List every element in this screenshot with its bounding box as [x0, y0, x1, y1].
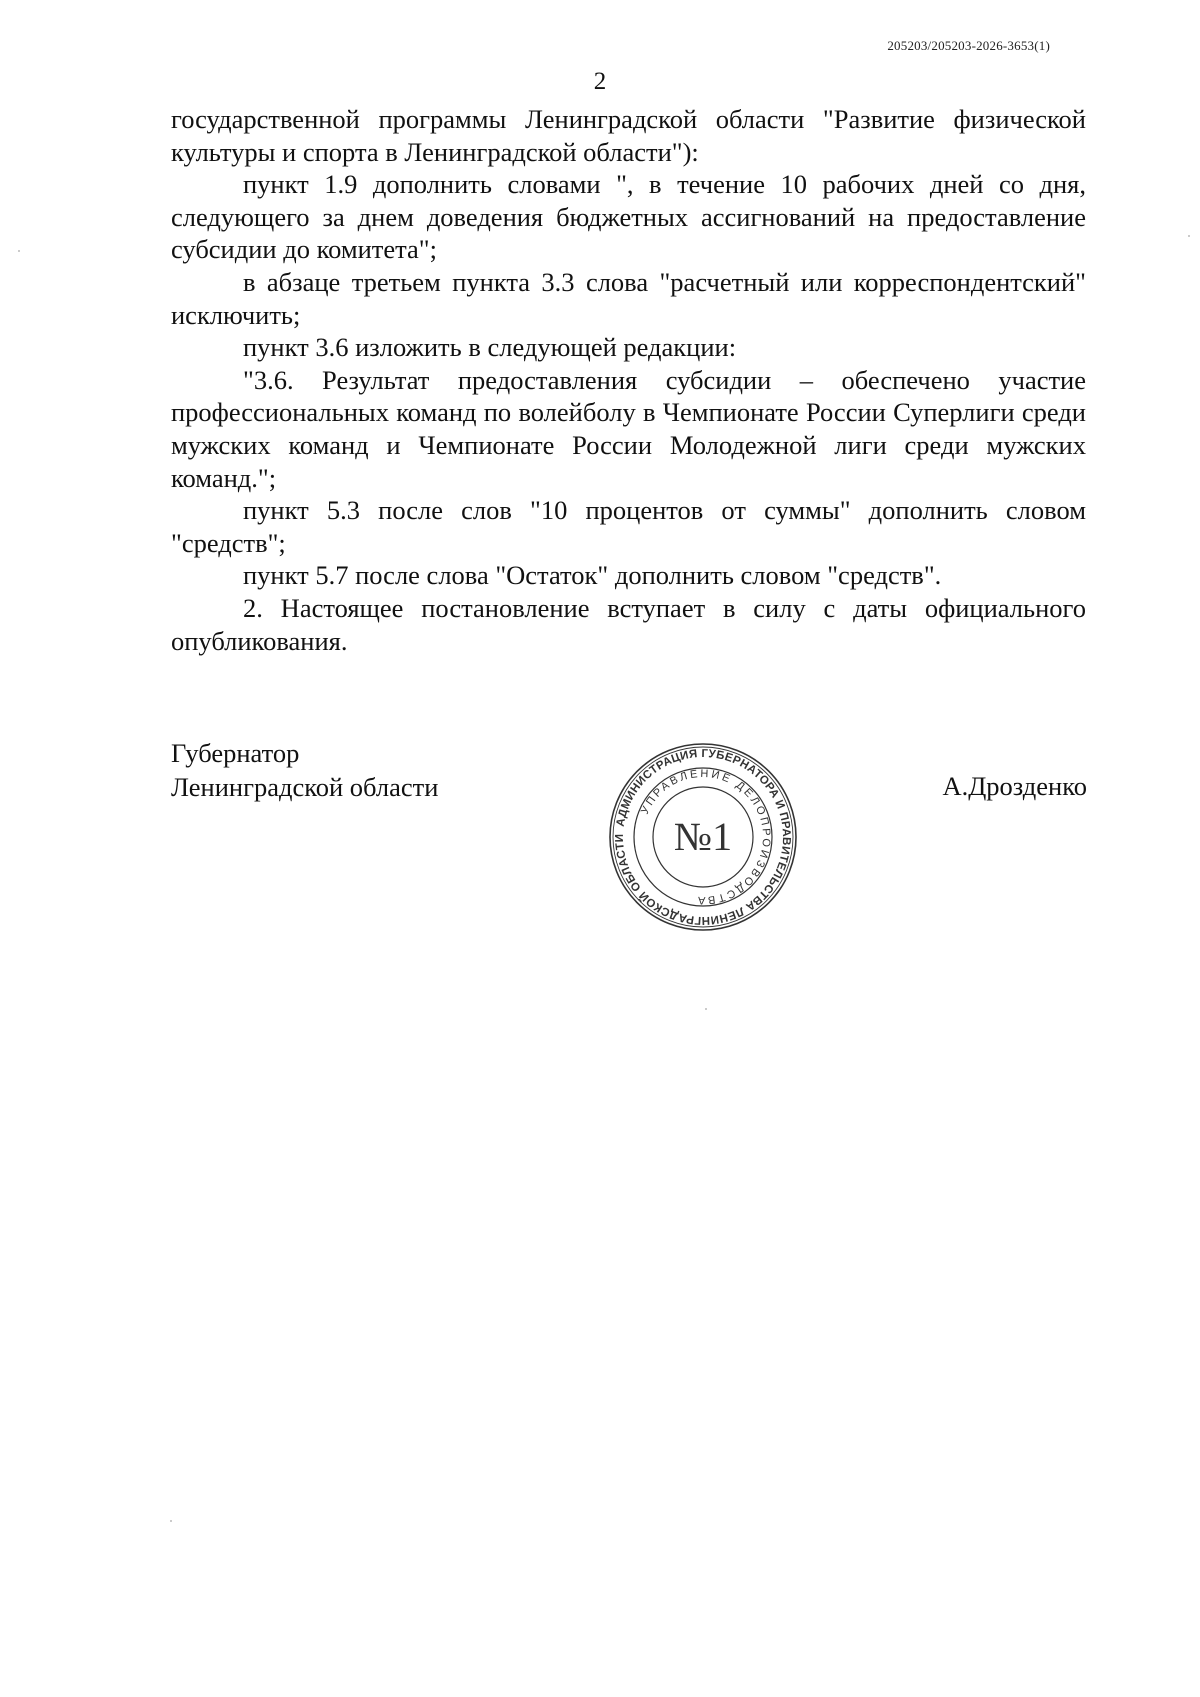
paragraph: пункт 5.7 после слова "Остаток" дополнить словом "средств".: [243, 560, 942, 591]
paragraph: пункт 5.3 после слов "10 процентов от суммы" дополнить словом "средств";: [171, 495, 1086, 558]
scan-speck: [705, 1008, 707, 1010]
official-stamp: [608, 742, 798, 932]
paragraph: государственной программы Ленинградской области "Развитие физической культуры и спорта в Ленинградской области"):: [171, 104, 1086, 167]
page-number: 2: [593, 68, 607, 95]
document-id: 205203/205203-2026-3653(1): [887, 38, 1050, 53]
stamp-seal-graphic: [608, 742, 798, 932]
stamp-center-text: №1: [673, 814, 733, 859]
signatory-title-line: Губернатор: [171, 738, 300, 768]
paragraph: пункт 1.9 дополнить словами ", в течение 10 рабочих дней со дня, следующего за днем доведения бюджетных ассигнований на предоставление субсидии до комитета";: [171, 169, 1086, 265]
scan-speck: [170, 1520, 172, 1522]
signatory-title-line: Ленинградской области: [171, 772, 439, 802]
paragraph: пункт 3.6 изложить в следующей редакции:: [243, 332, 737, 363]
signatory-name: А.Дрозденко: [942, 771, 1087, 801]
stamp-outer-text: АДМИНИСТРАЦИЯ ГУБЕРНАТОРА И ПРАВИТЕЛЬСТВА ЛЕНИНГРАДСКОЙ ОБЛАСТИ: [613, 747, 793, 927]
paragraph: 2. Настоящее постановление вступает в силу с даты официального опубликования.: [171, 592, 1086, 656]
stamp-inner-text: УПРАВЛЕНИЕ ДЕЛОПРОИЗВОДСТВА: [638, 767, 773, 907]
document-body: [171, 103, 1086, 657]
signatory-title: [171, 736, 438, 804]
scan-speck: [18, 250, 20, 252]
paragraph: "3.6. Результат предоставления субсидии – обеспечено участие профессиональных команд по волейболу в Чемпионате России Суперлиги среди мужских команд и Чемпионате России Молодежной лиги среди мужских команд.";: [171, 364, 1086, 493]
scan-speck: [1188, 235, 1190, 237]
paragraph: в абзаце третьем пункта 3.3 слова "расчетный или корреспондентский" исключить;: [171, 266, 1086, 330]
